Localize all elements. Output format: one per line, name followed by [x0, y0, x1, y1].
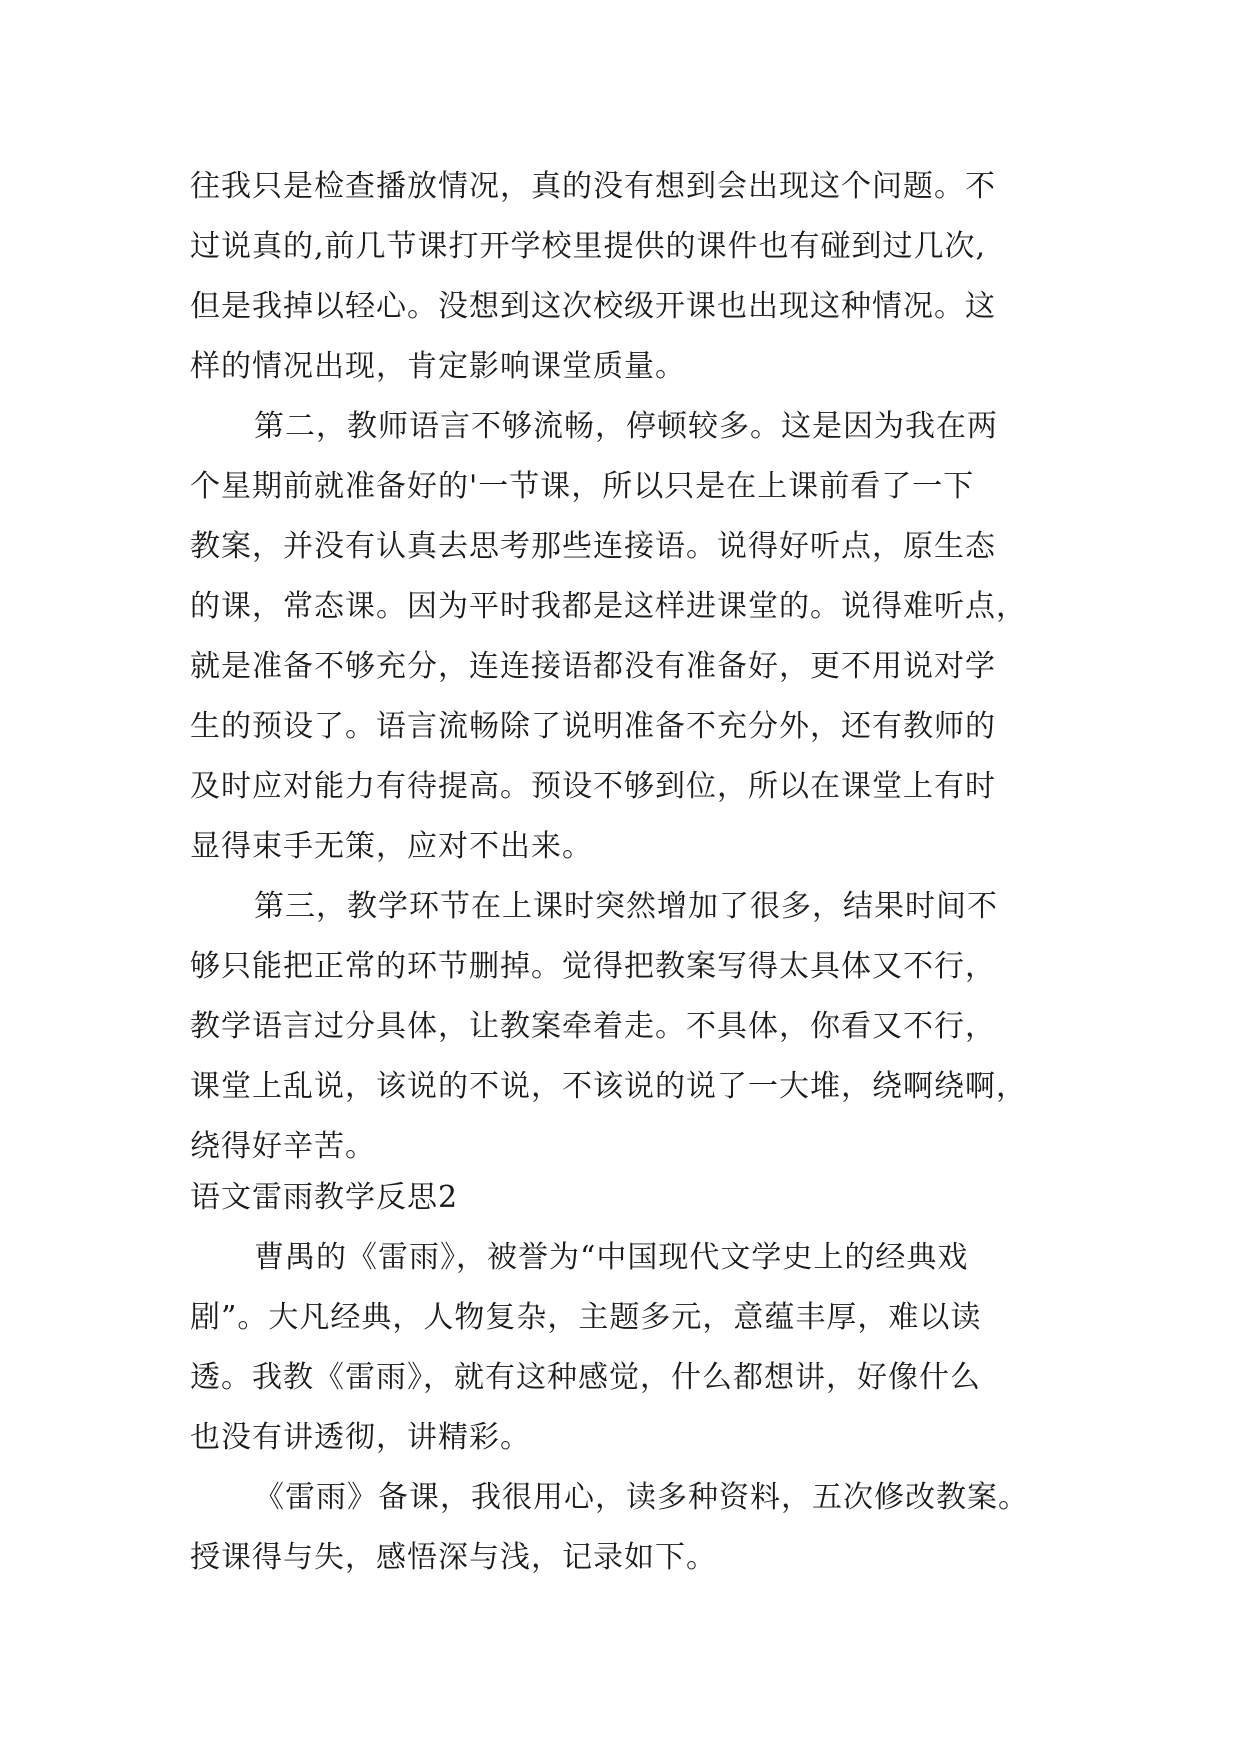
- paragraph-first-line: 第三，教学环节在上课时突然增加了很多，结果时间不: [254, 889, 998, 924]
- text-line: 够只能把正常的环节删掉。觉得把教案写得太具体又不行，: [190, 949, 996, 984]
- paragraph-first-line: 第二，教师语言不够流畅，停顿较多。这是因为我在两: [254, 409, 998, 444]
- text-line: 课堂上乱说，该说的不说，不该说的说了一大堆，绕啊绕啊，: [190, 1069, 1027, 1104]
- text-line: 教学语言过分具体，让教案牵着走。不具体，你看又不行，: [190, 1009, 996, 1044]
- text-line: 过说真的,前几节课打开学校里提供的课件也有碰到过几次,: [190, 229, 987, 264]
- section-heading: 语文雷雨教学反思2: [190, 1180, 459, 1215]
- text-line: 透。我教《雷雨》，就有这种感觉，什么都想讲，好像什么: [190, 1360, 981, 1395]
- text-line: 显得束手无策，应对不出来。: [190, 829, 593, 864]
- text-line: 就是准备不够充分，连连接语都没有准备好，更不用说对学: [190, 649, 996, 684]
- text-line: 样的情况出现，肯定影响课堂质量。: [190, 349, 686, 384]
- text-line: 的课，常态课。因为平时我都是这样进课堂的。说得难听点，: [190, 589, 1027, 624]
- text-line: 但是我掉以轻心。没想到这次校级开课也出现这种情况。这: [190, 289, 996, 324]
- text-line: 个星期前就准备好的'一节课，所以只是在上课前看了一下: [190, 469, 975, 504]
- text-line: 生的预设了。语言流畅除了说明准备不充分外，还有教师的: [190, 709, 996, 744]
- text-line: 剧”。大凡经典，人物复杂，主题多元，意蕴丰厚，难以读: [190, 1300, 982, 1335]
- text-line: 也没有讲透彻，讲精彩。: [190, 1420, 531, 1455]
- text-line: 往我只是检查播放情况，真的没有想到会出现这个问题。不: [190, 169, 996, 204]
- paragraph-first-line: 曹禺的《雷雨》，被誉为“中国现代文学史上的经典戏: [254, 1240, 969, 1275]
- text-line: 及时应对能力有待提高。预设不够到位，所以在课堂上有时: [190, 769, 996, 804]
- text-line: 绕得好辛苦。: [190, 1129, 376, 1164]
- text-line: 授课得与失，感悟深与浅，记录如下。: [190, 1540, 717, 1575]
- text-line: 教案，并没有认真去思考那些连接语。说得好听点，原生态: [190, 529, 996, 564]
- paragraph-first-line: 《雷雨》备课，我很用心，读多种资料，五次修改教案。: [254, 1480, 1029, 1515]
